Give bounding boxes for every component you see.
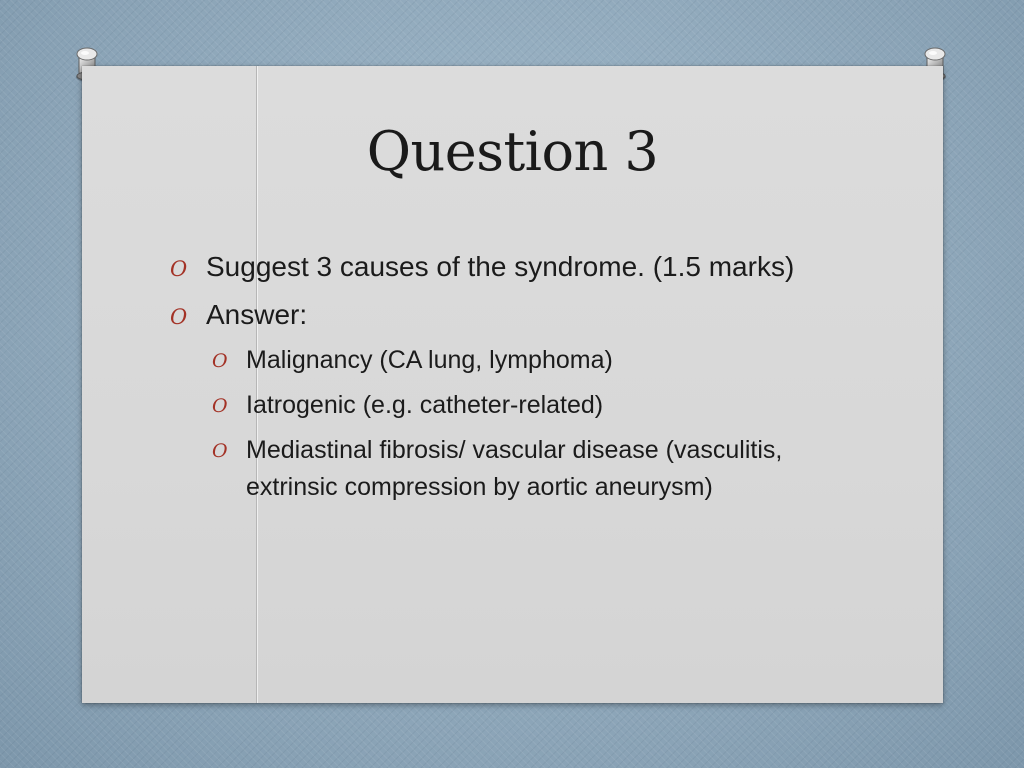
- sub-bullet-text: Iatrogenic (e.g. catheter-related): [246, 391, 604, 419]
- bullet-text: Suggest 3 causes of the syndrome. (1.5 marks): [206, 251, 795, 282]
- slide-content: [170, 246, 830, 513]
- sub-bullet-text: Mediastinal fibrosis/ vascular disease (vasculitis, extrinsic compression by aortic aneurysm): [246, 436, 783, 501]
- slide-title: Question 3: [366, 120, 659, 183]
- bullet-icon: O: [170, 257, 188, 281]
- sub-bullet-icon: O: [212, 440, 228, 462]
- sub-bullet-item-iatrogenic: [212, 387, 830, 425]
- bullet-item-question: [170, 246, 830, 290]
- bullet-item-answer: [170, 294, 830, 338]
- sub-bullet-item-mediastinal: [212, 432, 830, 506]
- sub-bullet-icon: O: [212, 395, 228, 417]
- sub-bullet-icon: O: [212, 350, 228, 372]
- bullet-text: Answer:: [206, 299, 308, 330]
- sub-bullet-text: Malignancy (CA lung, lymphoma): [246, 346, 613, 374]
- sub-bullet-item-malignancy: [212, 342, 830, 380]
- bullet-icon: O: [170, 305, 188, 329]
